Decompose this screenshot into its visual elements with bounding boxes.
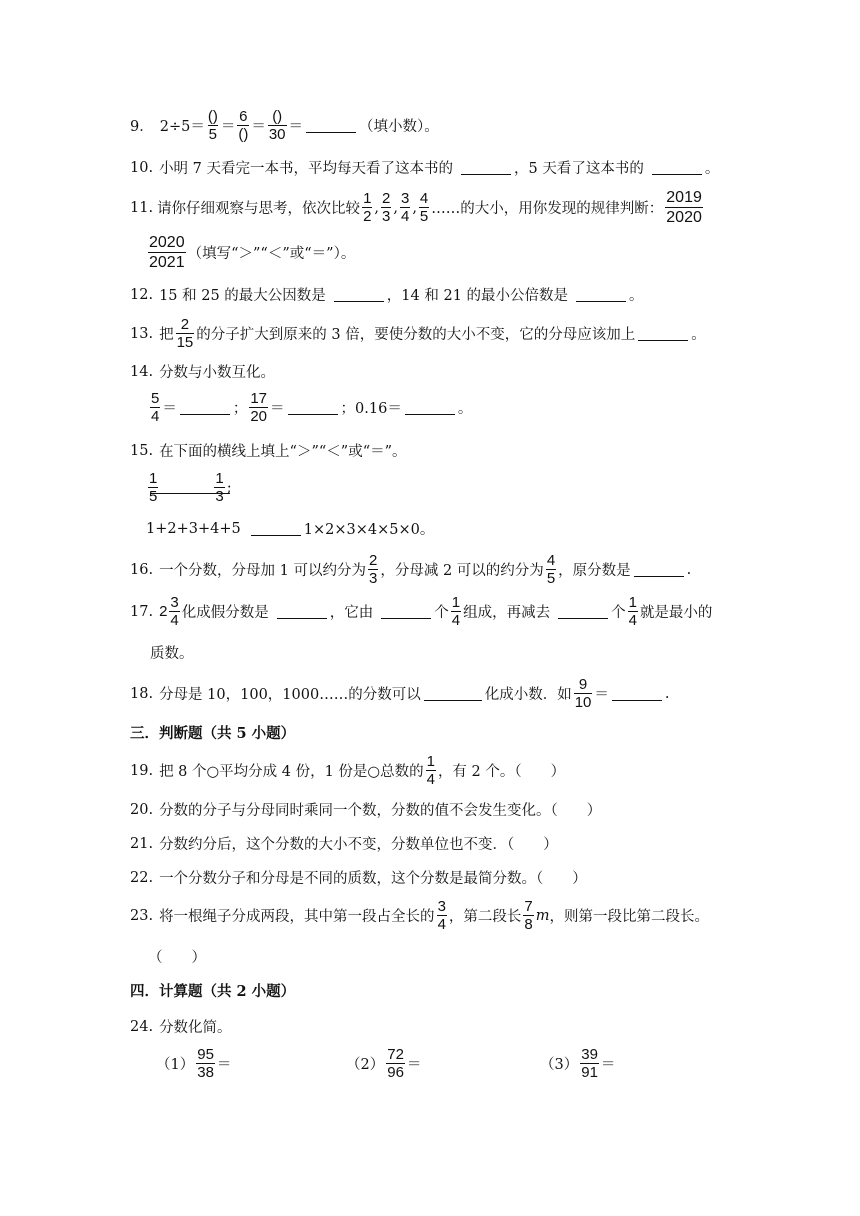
question-number: 18. — [130, 685, 154, 702]
answer-blank[interactable] — [558, 604, 608, 619]
question-17: 17. 2 $\frac{3}{4}$ 化成假分数是 ，它由 个 $\frac{1}{4}$ 组成，再减去 个 $\frac{1}{4}$ 就是最小的 — [130, 594, 713, 629]
question-21: 21. 分数约分后，这个分数的大小不变，分数单位也不变．（ ） — [130, 835, 558, 853]
question-16: 16. 一个分数，分母加 1 可以约分为 $\frac{2}{3}$ ，分母减 2 可以的约分为 $\frac{4}{5}$ ，原分数是 . — [130, 552, 692, 587]
question-number: 15. — [130, 442, 154, 459]
answer-blank[interactable] — [638, 326, 688, 341]
question-number: 9． — [130, 119, 154, 135]
fraction: $\frac{1}{2}$ — [363, 190, 372, 225]
question-number: 10. — [130, 159, 154, 176]
question-number: 21. — [130, 835, 154, 852]
question-12: 12. 15 和 25 的最大公因数是 ，14 和 21 的最小公倍数是 。 — [130, 286, 644, 304]
question-number: 20. — [130, 801, 154, 818]
answer-blank[interactable] — [652, 160, 702, 175]
fraction: $\frac{3}{4}$ — [437, 898, 446, 933]
fraction: $\frac{5}{4}$ — [151, 390, 160, 425]
question-14-body: $\frac{5}{4}$ ＝ ； $\frac{17}{20}$ ＝ ； 0.16＝ 。 — [151, 390, 473, 425]
fraction: $\frac{1}{5}$ — [149, 470, 158, 505]
calc-item-2: （2） $\frac{72}{96}$ ＝ — [346, 1046, 422, 1081]
question-number: 23. — [130, 907, 154, 924]
section-heading-judgment: 三．判断题（共 5 小题） — [130, 725, 296, 742]
question-number: 13. — [130, 325, 154, 342]
question-15-comparison: $\frac{1}{5}$ $\frac{1}{3}$ ; — [149, 470, 232, 505]
answer-blank[interactable] — [424, 686, 482, 701]
fraction: $\frac{1}{4}$ — [628, 594, 637, 629]
answer-blank[interactable] — [576, 287, 626, 302]
fraction: $\frac{2020}{2021}$ — [149, 234, 185, 271]
question-22: 22. 一个分数分子和分母是不同的质数，这个分数是最简分数。（ ） — [130, 869, 587, 887]
answer-blank[interactable] — [461, 160, 511, 175]
answer-blank[interactable] — [381, 604, 431, 619]
question-number: 14. — [130, 363, 154, 380]
fraction: $\frac{72}{96}$ — [387, 1046, 404, 1081]
fraction-answer-line — [150, 493, 230, 494]
question-15: 15. 在下面的横线上填上“＞”“＜”或“＝”。 — [130, 442, 407, 460]
expression: 2÷5＝ — [159, 119, 205, 135]
section-heading-calculation: 四．计算题（共 2 小题） — [130, 983, 296, 1000]
fraction: $\frac{2019}{2020}$ — [666, 189, 702, 226]
question-number: 11. — [130, 199, 154, 216]
fraction: $\frac{17}{20}$ — [250, 390, 268, 425]
answer-blank[interactable] — [634, 562, 684, 577]
fraction: $\frac{1}{4}$ — [426, 753, 435, 788]
question-number: 17. — [130, 603, 154, 620]
question-number: 16. — [130, 561, 154, 578]
question-13: 13. 把 $\frac{2}{15}$ 的分子扩大到原来的 3 倍，要使分数的大小不变，它的分母应该加上 。 — [130, 316, 706, 351]
question-20: 20. 分数的分子与分母同时乘同一个数，分数的值不会发生变化。（ ） — [130, 801, 602, 819]
fraction: $\frac{2}{3}$ — [369, 552, 378, 587]
question-9: 9． 2÷5＝ $\frac{()}{5}$ ＝ $\frac{6}{()}$ ＝ $\frac{()}{30}$ ＝ （填小数）。 — [130, 108, 439, 143]
answer-blank[interactable] — [612, 686, 662, 701]
fraction: $\frac{39}{91}$ — [581, 1046, 598, 1081]
fraction: $\frac{1}{4}$ — [451, 594, 461, 629]
answer-blank[interactable] — [334, 287, 384, 302]
answer-blank[interactable] — [251, 521, 301, 536]
fraction: $\frac{6}{()}$ — [238, 108, 249, 143]
fraction: $\frac{7}{8}$ — [524, 898, 533, 933]
question-24: 24. 分数化简。 — [130, 1018, 232, 1036]
question-11: 11. 请你仔细观察与思考，依次比较 $\frac{1}{2}$ , $\frac{2}{3}$ , $\frac{3}{4}$ , $\frac{4}{5}$ ……的大小，用你发现的规律判断： $\frac{2019}{2020}$ — [130, 189, 702, 226]
question-15-expression: 1+2+3+4+5 1×2×3×4×5×0。 — [146, 520, 435, 538]
answer-blank[interactable] — [405, 400, 455, 415]
fraction: $\frac{3}{4}$ — [170, 594, 179, 629]
fraction: $\frac{95}{38}$ — [197, 1046, 214, 1081]
calc-item-1: （1） $\frac{95}{38}$ ＝ — [156, 1046, 232, 1081]
calc-item-3: （3） $\frac{39}{91}$ ＝ — [540, 1046, 616, 1081]
fraction: $\frac{4}{5}$ — [546, 552, 556, 587]
question-17-line2: 质数。 — [150, 646, 194, 662]
question-23: 23. 将一根绳子分成两段，其中第一段占全长的 $\frac{3}{4}$ ，第二段长 $\frac{7}{8}$ m ，则第一段比第二段长。 — [130, 898, 709, 933]
question-18: 18. 分母是 10，100，1000……的分数可以 化成小数．如 $\frac{9}{10}$ ＝ . — [130, 676, 670, 711]
question-number: 22. — [130, 869, 154, 886]
question-23-line2: （ ） — [148, 950, 206, 966]
fraction: $\frac{()}{30}$ — [268, 108, 286, 143]
question-number: 19. — [130, 762, 154, 779]
question-14: 14. 分数与小数互化。 — [130, 363, 276, 381]
fraction: $\frac{()}{5}$ — [207, 108, 218, 143]
question-19: 19. 把 8 个○平均分成 4 份，1 份是○总数的 $\frac{1}{4}$ ，有 2 个。（ ） — [130, 753, 566, 788]
fraction: $\frac{2}{3}$ — [382, 190, 391, 225]
question-number: 12. — [130, 286, 154, 303]
fraction: $\frac{1}{3}$ — [215, 470, 224, 505]
question-11-line2: $\frac{2020}{2021}$ （填写“＞”“＜”或“＝”）。 — [149, 234, 356, 271]
fraction: $\frac{4}{5}$ — [419, 190, 429, 225]
answer-blank[interactable] — [306, 118, 356, 133]
answer-blank[interactable] — [288, 400, 338, 415]
fraction: $\frac{3}{4}$ — [400, 190, 410, 225]
fraction: $\frac{2}{15}$ — [176, 316, 194, 351]
question-number: 24. — [130, 1018, 154, 1035]
question-10: 10. 小明 7 天看完一本书，平均每天看了这本书的 ，5 天看了这本书的 。 — [130, 159, 720, 177]
answer-blank[interactable] — [180, 400, 230, 415]
fraction: $\frac{9}{10}$ — [574, 676, 592, 711]
answer-blank[interactable] — [277, 604, 327, 619]
